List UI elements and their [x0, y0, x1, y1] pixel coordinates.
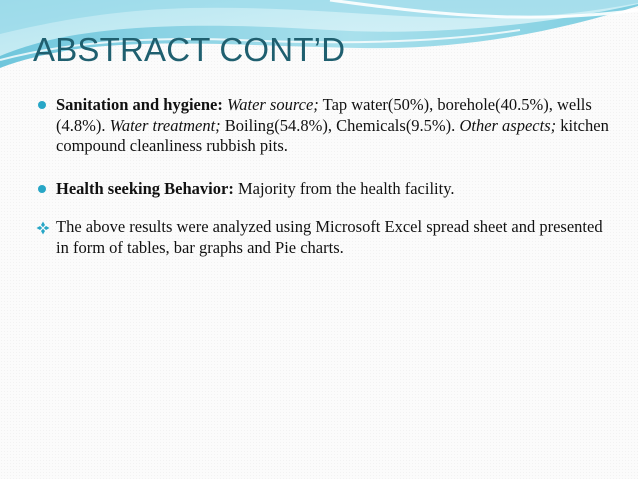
filled-circle-icon [38, 101, 46, 109]
water-source-label: Water source; [227, 95, 319, 114]
diamond-four-petal-icon [36, 221, 50, 235]
health-seeking-text: Majority from the health facility. [233, 178, 455, 198]
item-text [56, 95, 609, 155]
water-source-text: Tap water(50%), borehole(40.5%), wells (4.8%). [56, 95, 592, 135]
water-treatment-label: Water treatment; [109, 115, 221, 135]
list-item-analysis [36, 217, 611, 258]
item-heading: Sanitation and hygiene: [56, 95, 223, 114]
water-treatment-text: Boiling(54.8%), Chemicals(9.5%). [220, 115, 460, 135]
other-aspects-label: Other aspects; [459, 115, 557, 135]
other-aspects-text: kitchen compound cleanliness rubbish pits. [56, 115, 609, 155]
list-item-sanitation [36, 95, 611, 157]
analysis-text: The above results were analyzed using Microsoft Excel spread sheet and presented in form of tables, bar graphs and Pie charts. [56, 217, 603, 257]
bullet-list [36, 95, 611, 258]
item-text [56, 179, 455, 198]
list-item-health-seeking [36, 179, 611, 200]
filled-circle-icon [38, 185, 46, 193]
item-heading: Health seeking Behavior: [56, 178, 234, 198]
slide-title: ABSTRACT CONT’D [33, 31, 346, 68]
